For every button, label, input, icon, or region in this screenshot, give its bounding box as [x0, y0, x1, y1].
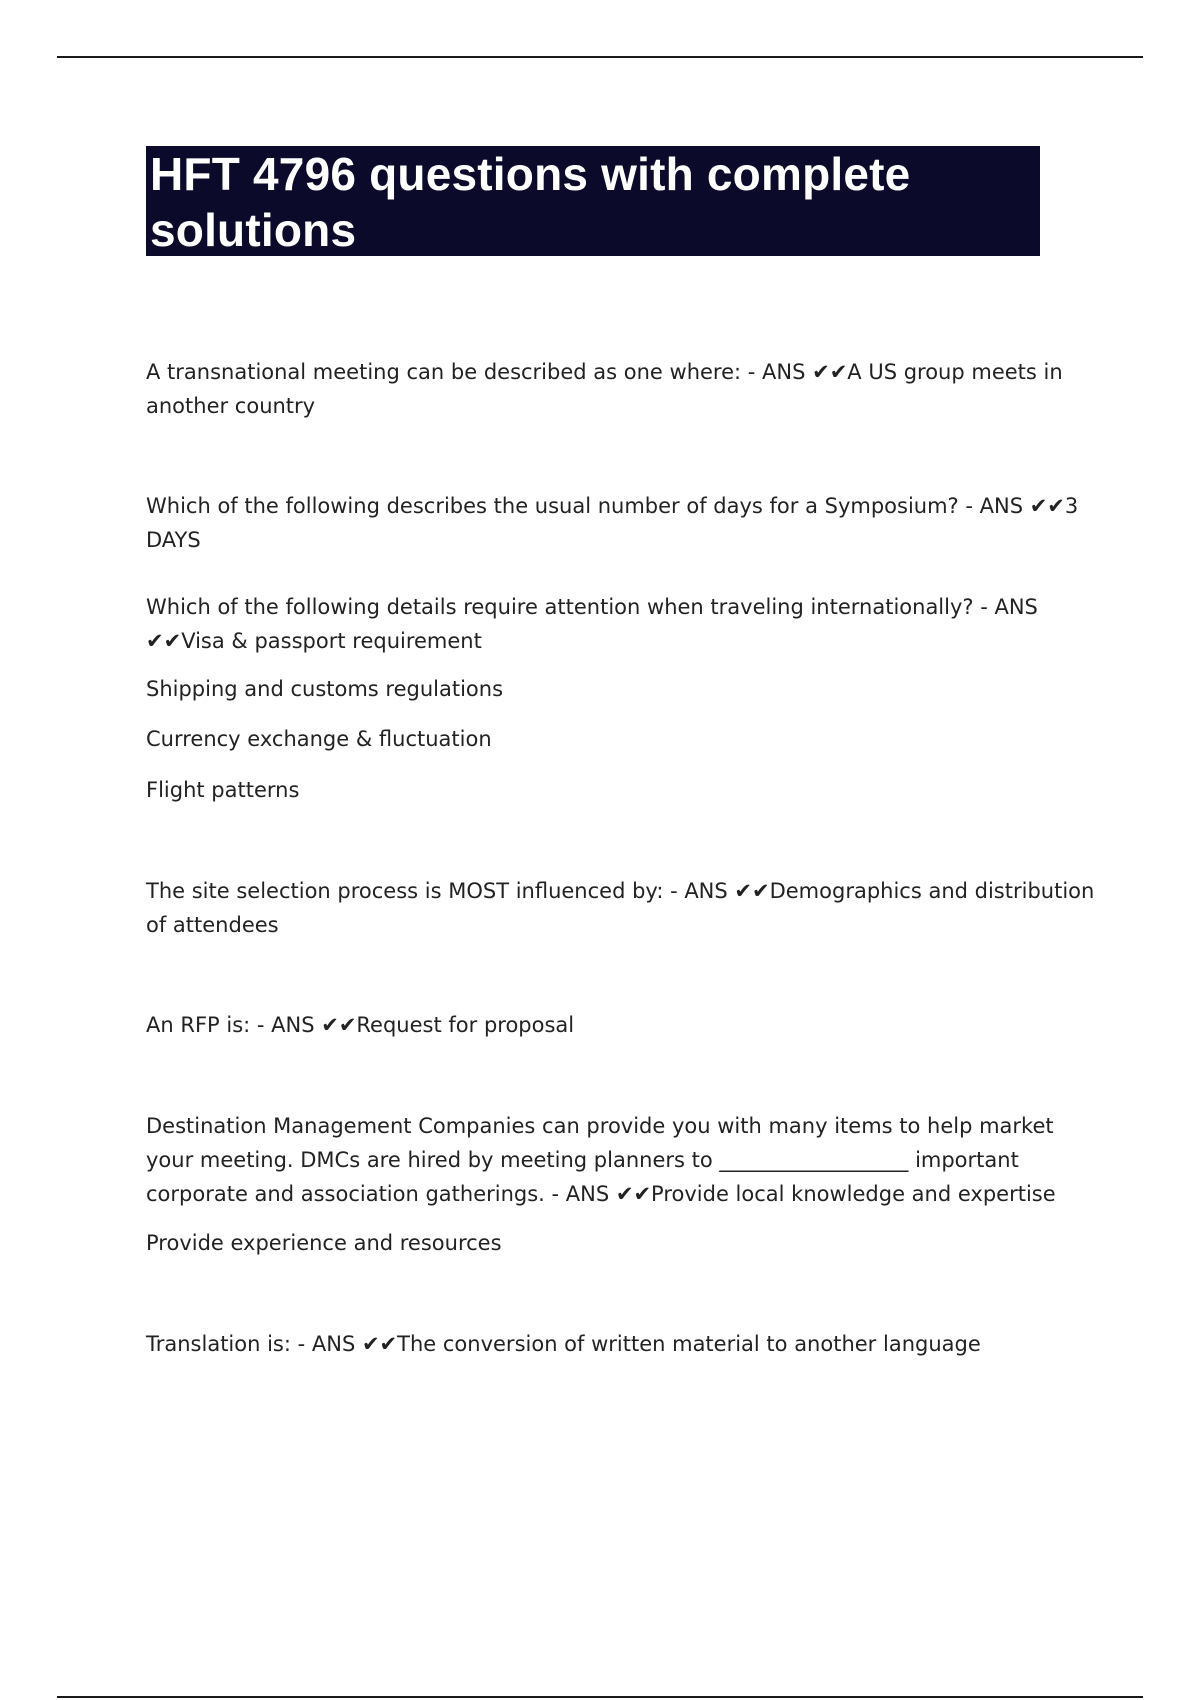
- qa-paragraph-2: Which of the following describes the usual number of days for a Symposium? - ANS ✔✔3 DAYS: [146, 494, 1079, 552]
- answer-line-currency: Currency exchange & fluctuation: [146, 727, 492, 751]
- bottom-rule: [57, 1696, 1143, 1698]
- qa-paragraph-1: A transnational meeting can be described as one where: - ANS ✔✔A US group meets in another country: [146, 360, 1063, 418]
- qa-paragraph-4: The site selection process is MOST influenced by: - ANS ✔✔Demographics and distribution of attendees: [146, 879, 1095, 937]
- answer-line-shipping: Shipping and customs regulations: [146, 677, 504, 701]
- qa-paragraph-7: Translation is: - ANS ✔✔The conversion of written material to another language: [146, 1332, 981, 1356]
- answer-line-experience: Provide experience and resources: [146, 1231, 502, 1255]
- title-banner: [146, 146, 1040, 256]
- page-title: HFT 4796 questions with complete solutions: [150, 148, 911, 256]
- qa-paragraph-5: An RFP is: - ANS ✔✔Request for proposal: [146, 1013, 575, 1037]
- qa-paragraph-3: Which of the following details require attention when traveling internationally? - ANS ✔✔Visa & passport requirement: [146, 595, 1038, 653]
- top-rule: [57, 56, 1143, 58]
- qa-paragraph-6: Destination Management Companies can provide you with many items to help market your meeting. DMCs are hired by meeting planners to __________________ important corporate and association gatherings. - ANS ✔✔Provide local knowledge and expertise: [146, 1114, 1056, 1206]
- answer-line-flight: Flight patterns: [146, 778, 300, 802]
